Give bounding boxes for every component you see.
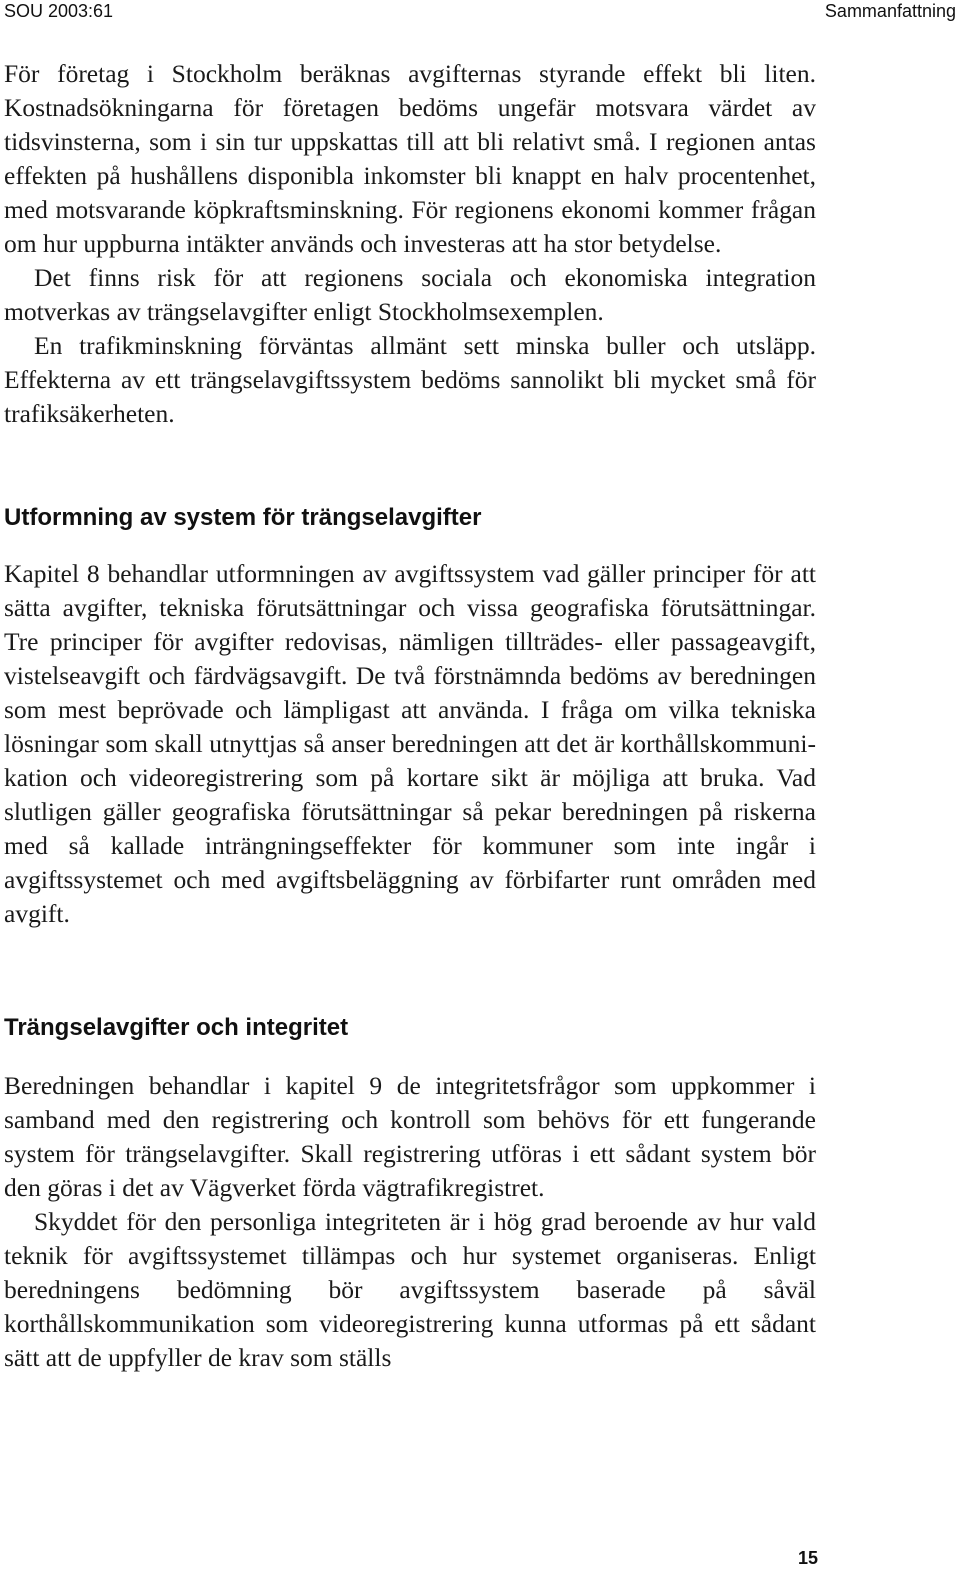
intro-paragraph-2: Det finns risk för att regionens sociala och ekonomiska integration motverkas av trängselavgifter enligt Stockholmsexemplen. bbox=[4, 263, 816, 326]
intro-paragraph-1: För företag i Stockholm beräknas avgifternas styrande effekt bli liten. Kostnadsökningarna för företagen bedöms ungefär motsvara värdet av tidsvinsterna, som i sin tur uppskattas till att bli relativt små. I regionen antas effekten på hushållens disponibla inkomster bli knappt en halv procentenhet, med motsvarande köpkraftsminskning. För regionens ekonomi kommer frågan om hur uppburna intäkter används och investeras att ha stor betydelse. bbox=[4, 59, 816, 258]
running-header bbox=[4, 0, 956, 22]
section-integritet-paragraph-1: Beredningen behandlar i kapitel 9 de integritetsfrågor som uppkommer i samband med den registrering och kontroll som behövs för ett fungerande system för trängselavgifter. Skall registrering utföras i ett sådant system bör den göras i det av Vägverket förda vägtrafikregistret. bbox=[4, 1071, 816, 1202]
section-heading-integritet: Trängselavgifter och integritet bbox=[4, 1014, 349, 1041]
page-number: 15 bbox=[797, 1548, 818, 1568]
section-utformning-paragraph-1: Kapitel 8 behandlar utformningen av avgiftssystem vad gäller principer för att sätta avgifter, tekniska förutsättningar och vissa geografiska förutsättningar. Tre principer för avgifter redovisas, nämligen tillträdes- eller passageavgift, vistelseavgift och färdvägsavgift. De två förstnämnda bedöms av beredningen som mest beprövade och lämpligast att använda. I fråga om vilka tekniska lösningar som skall utnyttjas så anser beredningen att det är korthållskommunikation och videoregistrering som på kortare sikt är möjliga att bruka. Vad slutligen gäller geografiska förutsättningar så pekar beredningen på riskerna med så kallade inträngningseffekter för kommuner som inte ingår i avgiftssystemet och med avgiftsbeläggning av förbifarter runt områden med avgift. bbox=[4, 559, 816, 928]
intro-paragraph-3: En trafikminskning förväntas allmänt sett minska buller och utsläpp. Effekterna av ett trängselavgiftssystem bedöms sannolikt bli mycket små för trafiksäkerheten. bbox=[4, 331, 816, 428]
document-reference: SOU 2003:61 bbox=[4, 1, 114, 21]
page-body bbox=[4, 57, 816, 1375]
section-heading-utformning: Utformning av system för trängselavgifter bbox=[4, 504, 482, 531]
chapter-title: Sammanfattning bbox=[824, 1, 956, 21]
section-integritet-paragraph-2: Skyddet för den personliga integriteten är i hög grad beroende av hur vald teknik för avgiftssystemet tillämpas och hur systemet organiseras. Enligt beredningens bedömning bör avgiftssystem baserade på såväl korthållskommunikation som videoregistrering kunna utformas på ett sådant sätt att de uppfyller de krav som ställs bbox=[4, 1207, 816, 1372]
